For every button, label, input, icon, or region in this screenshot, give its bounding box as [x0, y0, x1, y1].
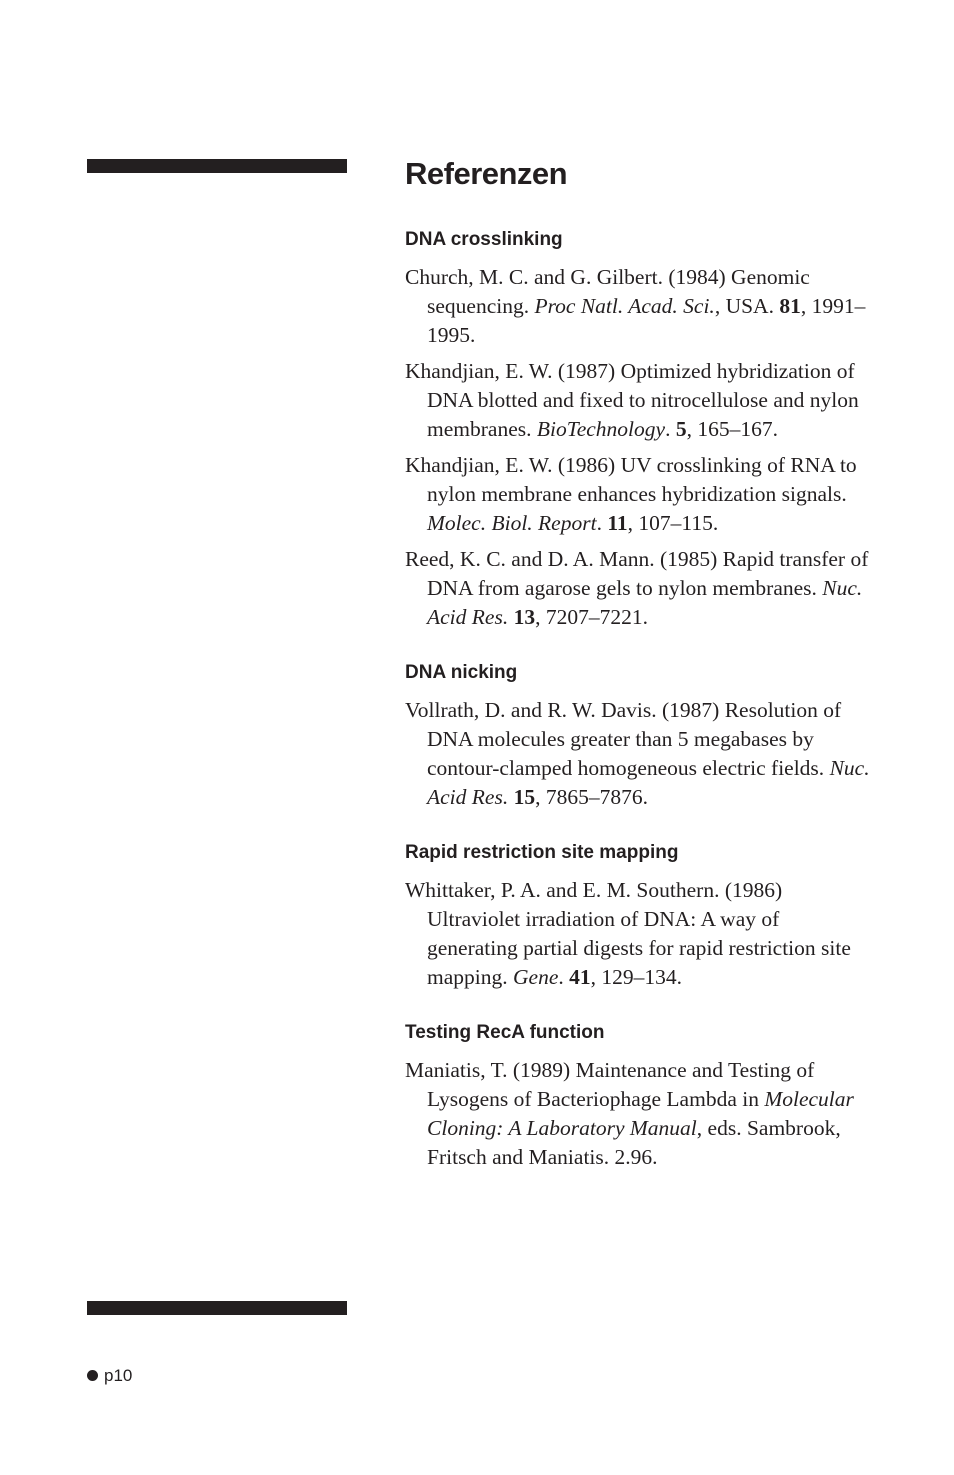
page-title: Referenzen — [405, 156, 568, 191]
section-heading: Rapid restriction site mapping — [405, 842, 679, 863]
reference-item: Church, M. C. and G. Gilbert. (1984) Genomic sequencing. Proc Natl. Acad. Sci., USA. 81, 1991–1995. — [405, 265, 866, 347]
section-dna-nicking — [405, 659, 875, 812]
page-number: p10 — [104, 1366, 133, 1385]
page-footer — [87, 1366, 132, 1386]
references-content — [405, 152, 875, 1199]
reference-item: Vollrath, D. and R. W. Davis. (1987) Resolution of DNA molecules greater than 5 megabases by contour-clamped homogeneous electric fields. Nuc. Acid Res. 15, 7865–7876. — [405, 698, 870, 809]
reference-item: Khandjian, E. W. (1986) UV crosslinking of RNA to nylon membrane enhances hybridization signals. Molec. Biol. Report. 11, 107–115. — [405, 453, 857, 535]
section-heading: DNA nicking — [405, 662, 518, 683]
section-dna-crosslinking — [405, 226, 875, 632]
reference-item: Reed, K. C. and D. A. Mann. (1985) Rapid transfer of DNA from agarose gels to nylon membranes. Nuc. Acid Res. 13, 7207–7221. — [405, 547, 869, 629]
reference-item: Maniatis, T. (1989) Maintenance and Testing of Lysogens of Bacteriophage Lambda in Molecular Cloning: A Laboratory Manual, eds. Sambrook, Fritsch and Maniatis. 2.96. — [405, 1058, 854, 1169]
reference-item: Whittaker, P. A. and E. M. Southern. (1986) Ultraviolet irradiation of DNA: A way of generating partial digests for rapid restriction site mapping. Gene. 41, 129–134. — [405, 878, 851, 989]
section-heading: DNA crosslinking — [405, 229, 563, 250]
section-reca-function — [405, 1019, 875, 1172]
bottom-rule — [87, 1301, 347, 1315]
reference-item: Khandjian, E. W. (1987) Optimized hybridization of DNA blotted and fixed to nitrocellulose and nylon membranes. BioTechnology. 5, 165–167. — [405, 359, 859, 441]
section-heading: Testing RecA function — [405, 1022, 605, 1043]
bullet-icon — [87, 1370, 98, 1381]
section-restriction-mapping — [405, 839, 875, 992]
top-rule — [87, 159, 347, 173]
